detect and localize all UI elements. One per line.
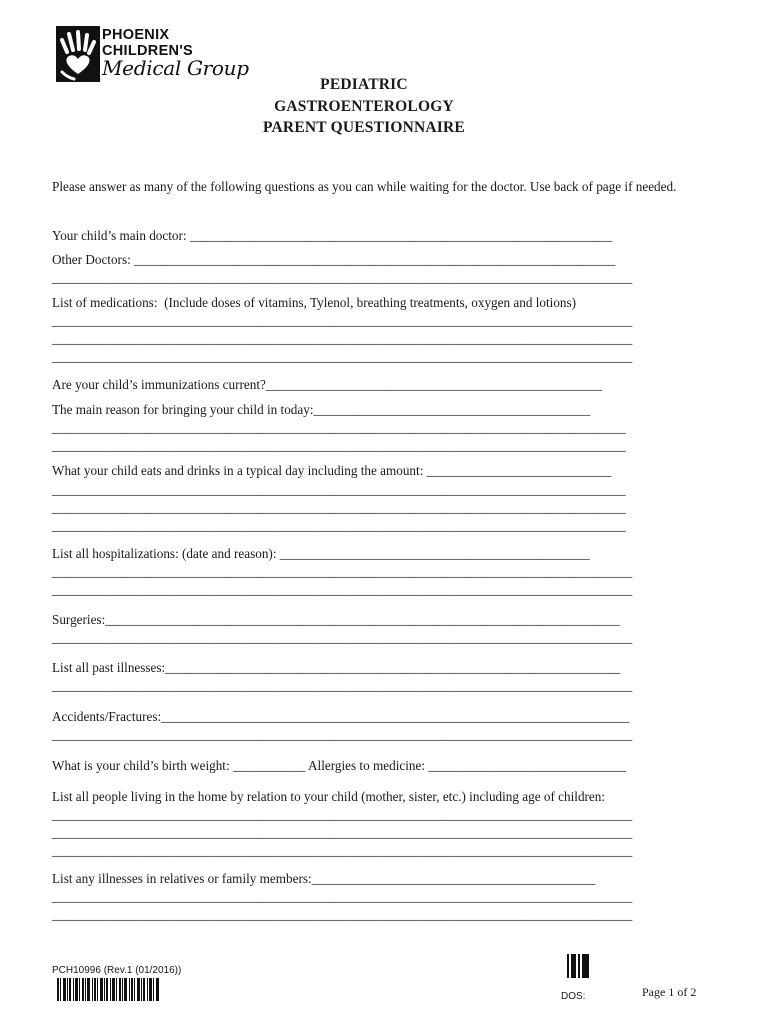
page-title: [0, 74, 728, 139]
question-other-doctors[interactable]: Other Doctors: _________________________________________________________________________: [52, 252, 616, 267]
logo-line-1: PHOENIX: [102, 27, 170, 43]
answer-line[interactable]: _______________________________________________________________________________________: [52, 420, 626, 435]
answer-line[interactable]: _______________________________________________________________________________________: [52, 500, 626, 515]
question-household-members: List all people living in the home by relation to your child (mother, sister, etc.) including age of children:: [52, 789, 606, 804]
answer-line[interactable]: ________________________________________________________________________________________: [52, 907, 633, 922]
answer-line[interactable]: ________________________________________________________________________________________: [52, 843, 633, 858]
page-number: Page 1 of 2: [642, 985, 697, 999]
logo-line-3: Medical Group: [102, 56, 249, 80]
answer-line[interactable]: ________________________________________________________________________________________: [52, 313, 633, 328]
question-eats-drinks[interactable]: What your child eats and drinks in a typical day including the amount: ____________________________: [52, 463, 612, 478]
question-surgeries[interactable]: Surgeries:______________________________________________________________________________: [52, 612, 620, 627]
answer-line[interactable]: ________________________________________________________________________________________: [52, 270, 633, 285]
question-accidents-fractures[interactable]: Accidents/Fractures:_______________________________________________________________________: [52, 709, 630, 724]
answer-line[interactable]: _______________________________________________________________________________________: [52, 482, 626, 497]
answer-line[interactable]: ________________________________________________________________________________________: [52, 564, 633, 579]
form-code: PCH10996 (Rev.1 (01/2016)): [52, 965, 182, 976]
answer-line[interactable]: _______________________________________________________________________________________: [52, 518, 626, 533]
question-medications: List of medications: (Include doses of vitamins, Tylenol, breathing treatments, oxygen and lotions): [52, 295, 577, 310]
answer-line[interactable]: ________________________________________________________________________________________: [52, 630, 633, 645]
answer-line[interactable]: ________________________________________________________________________________________: [52, 889, 633, 904]
dos-label: DOS:: [561, 991, 586, 1002]
answer-line[interactable]: ________________________________________________________________________________________: [52, 331, 633, 346]
title-line-2: GASTROENTEROLOGY: [274, 97, 454, 115]
question-past-illnesses[interactable]: List all past illnesses:_____________________________________________________________________: [52, 660, 621, 675]
barcode-mark-icon: [567, 954, 589, 978]
answer-line[interactable]: ________________________________________________________________________________________: [52, 678, 633, 693]
answer-line[interactable]: ________________________________________________________________________________________: [52, 807, 633, 822]
answer-line[interactable]: _______________________________________________________________________________________: [52, 438, 626, 453]
question-main-reason[interactable]: The main reason for bringing your child in today:__________________________________________: [52, 402, 591, 417]
barcode-icon: [57, 978, 159, 1001]
answer-line[interactable]: ________________________________________________________________________________________: [52, 825, 633, 840]
question-immunizations[interactable]: Are your child’s immunizations current?___________________________________________________: [52, 377, 603, 392]
question-hospitalizations[interactable]: List all hospitalizations: (date and reason): _______________________________________________: [52, 546, 590, 561]
answer-line[interactable]: ________________________________________________________________________________________: [52, 349, 633, 364]
question-birth-weight-allergies[interactable]: What is your child’s birth weight: ___________ Allergies to medicine: ______________________________: [52, 758, 627, 773]
logo-line-2: CHILDREN'S: [102, 42, 194, 59]
question-main-doctor[interactable]: Your child’s main doctor: ________________________________________________________________: [52, 228, 612, 243]
answer-line[interactable]: ________________________________________________________________________________________: [52, 727, 633, 742]
answer-line[interactable]: ________________________________________________________________________________________: [52, 582, 633, 597]
intro-instructions: Please answer as many of the following questions as you can while waiting for the doctor. Use back of page if needed.: [52, 179, 677, 194]
question-family-illnesses[interactable]: List any illnesses in relatives or family members:___________________________________________: [52, 871, 596, 886]
registered-mark: ®: [96, 78, 101, 84]
title-line-1: PEDIATRIC: [320, 76, 408, 93]
title-line-3: PARENT QUESTIONNAIRE: [263, 119, 465, 136]
